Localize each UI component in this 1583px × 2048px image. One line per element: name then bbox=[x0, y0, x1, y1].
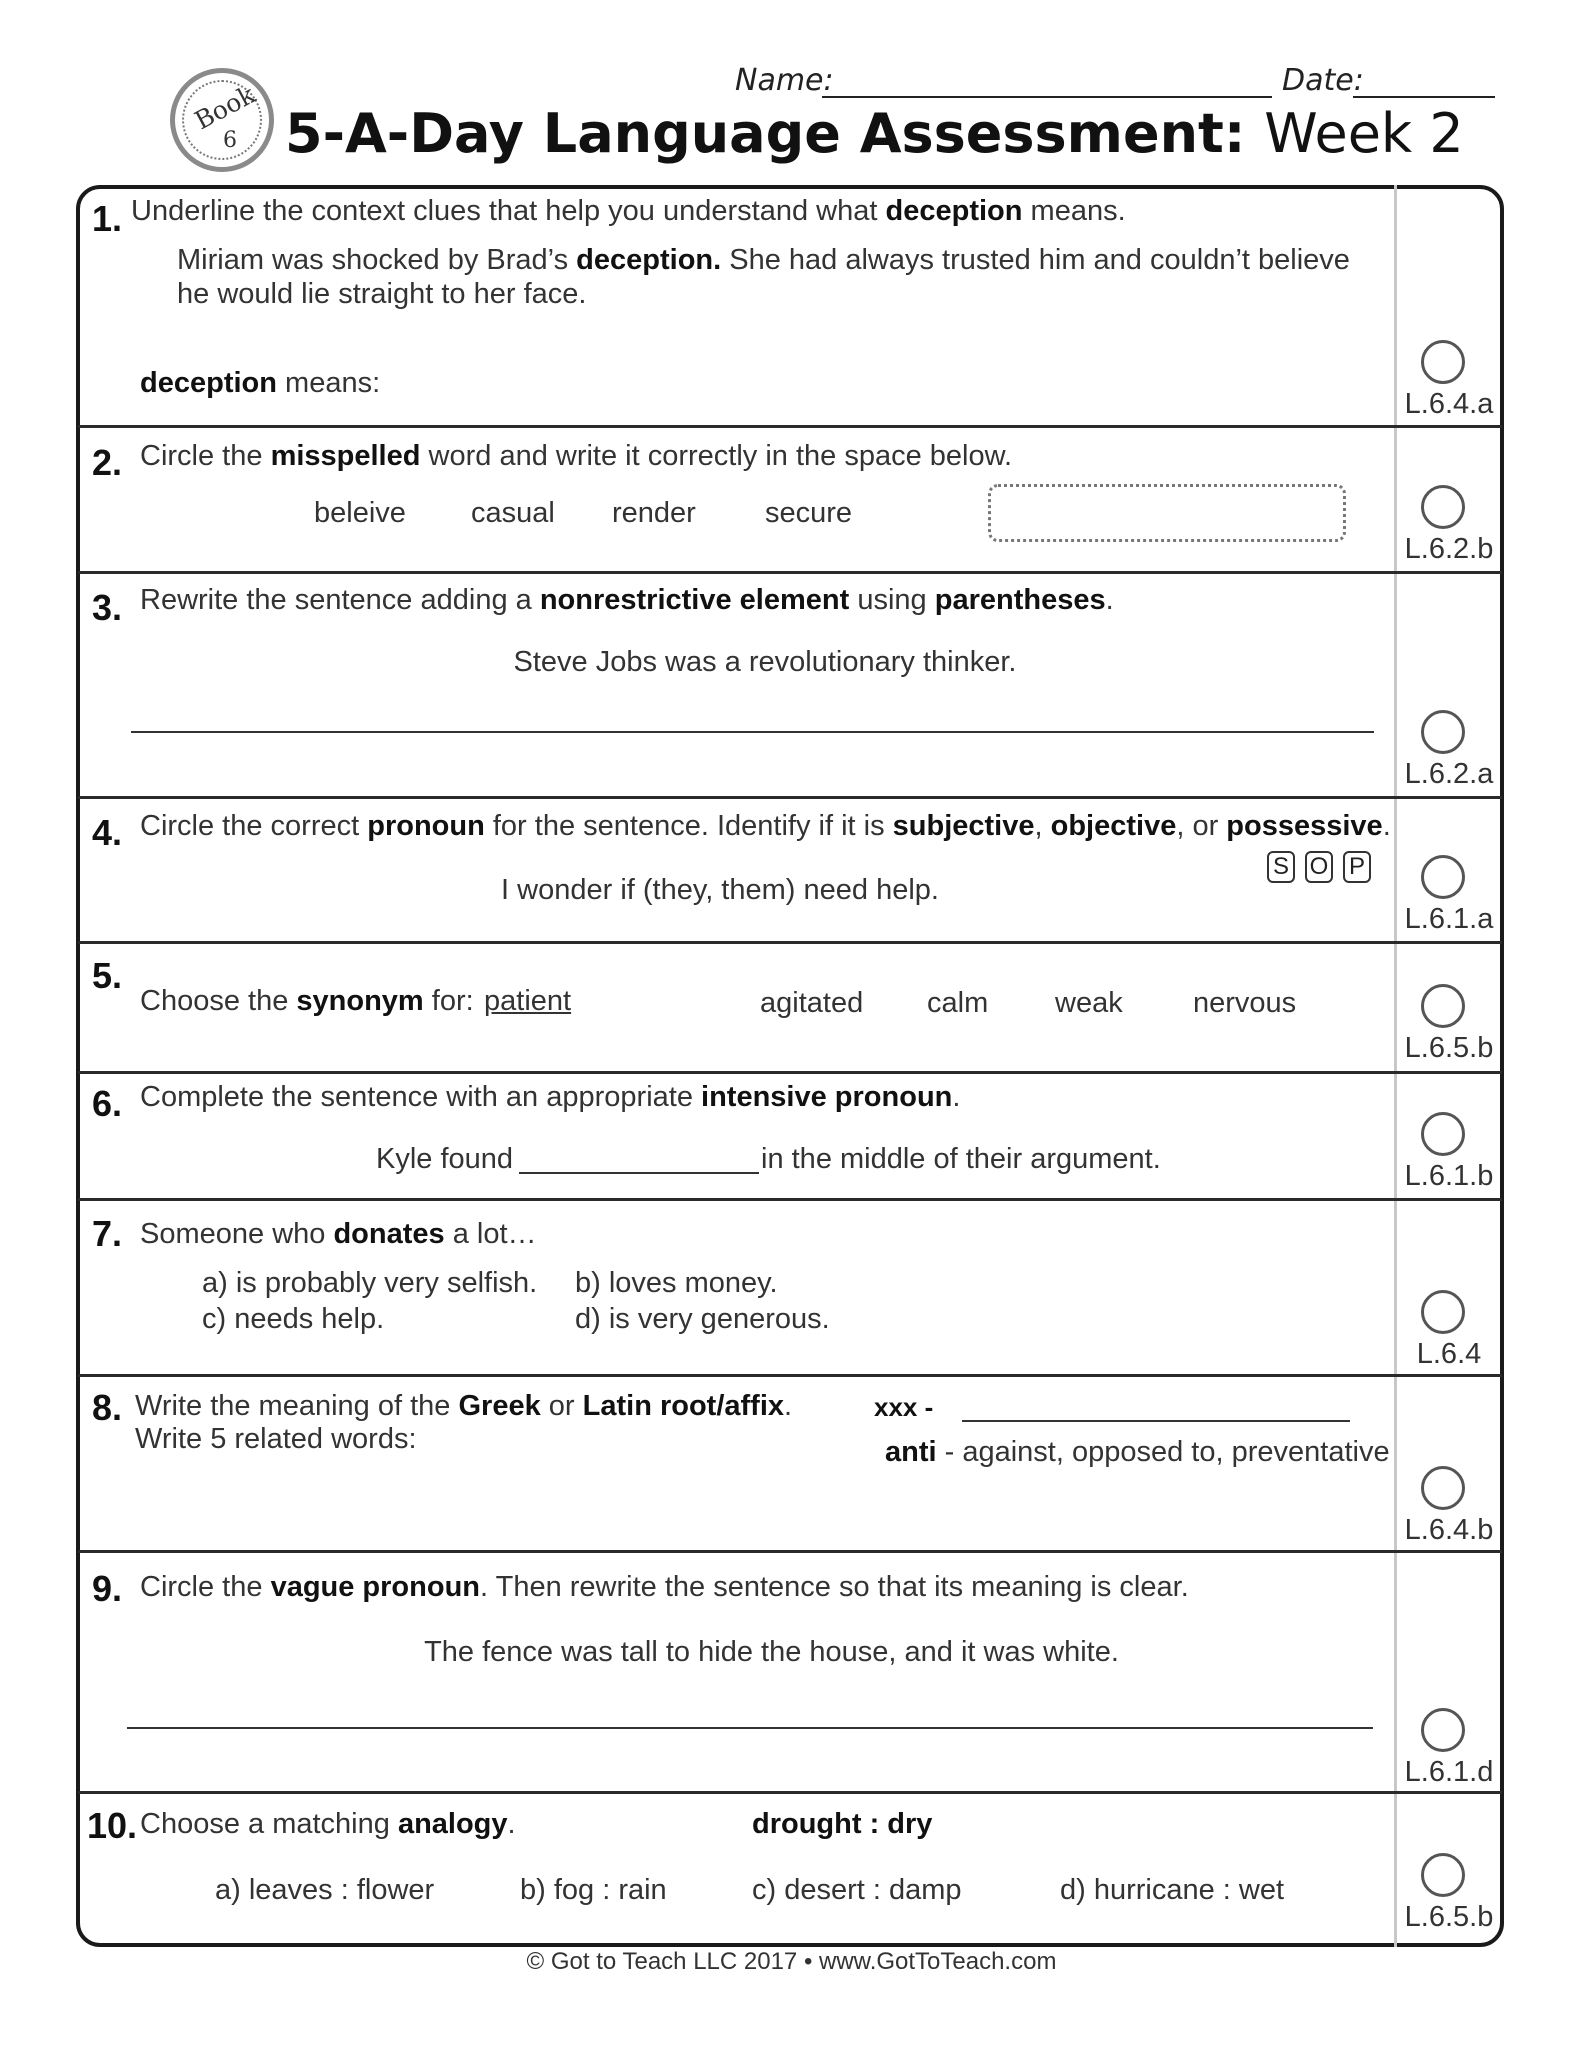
question-number: 6. bbox=[92, 1083, 123, 1124]
q10-analogy-pair: drought : dry bbox=[752, 1808, 933, 1840]
q4-subjective-box[interactable]: S bbox=[1267, 851, 1295, 883]
q1-answer-text: means: bbox=[285, 367, 381, 399]
q6-prompt-keyword: intensive pronoun bbox=[701, 1081, 953, 1113]
question-number: 9. bbox=[92, 1568, 123, 1609]
q10-prompt bbox=[140, 1808, 516, 1841]
question-number: 8. bbox=[92, 1387, 123, 1428]
q4-prompt-keyword: possessive bbox=[1226, 810, 1383, 842]
question-number: 10. bbox=[87, 1805, 138, 1846]
q1-answer-label bbox=[140, 367, 380, 400]
q4-sentence: I wonder if (they, them) need help. bbox=[501, 874, 939, 906]
q8-prompt-keyword: Greek bbox=[458, 1390, 541, 1422]
q6-standard: L.6.1.b bbox=[1404, 1160, 1494, 1192]
q3-score-circle[interactable] bbox=[1421, 710, 1465, 754]
name-field[interactable] bbox=[822, 96, 1272, 98]
q9-standard: L.6.1.d bbox=[1404, 1756, 1494, 1788]
q5-target-word: patient bbox=[484, 985, 572, 1017]
q2-prompt bbox=[140, 440, 1012, 473]
q7-prompt-text-end: a lot… bbox=[452, 1218, 537, 1250]
q8-prompt-keyword: Latin root/affix bbox=[582, 1390, 785, 1422]
q3-answer-line[interactable] bbox=[131, 731, 1374, 733]
q8-root-label-text: xxx - bbox=[874, 1392, 934, 1422]
q4-score-circle[interactable] bbox=[1421, 855, 1465, 899]
q1-passage-line2: he would lie straight to her face. bbox=[177, 278, 587, 310]
q8-answer bbox=[885, 1436, 1390, 1469]
q10-option[interactable]: a) leaves : flower bbox=[215, 1874, 435, 1906]
q4-prompt-keyword: objective bbox=[1050, 810, 1177, 842]
q7-option[interactable]: b) loves money. bbox=[575, 1267, 778, 1299]
q8-answer-meaning: - against, opposed to, preventative bbox=[944, 1436, 1390, 1468]
q2-answer-box[interactable] bbox=[988, 484, 1346, 542]
q9-prompt-keyword: vague pronoun bbox=[270, 1571, 481, 1603]
question-number: 1. bbox=[92, 198, 123, 239]
q2-choice[interactable]: casual bbox=[471, 497, 555, 529]
q2-prompt-text: Circle the bbox=[140, 440, 263, 472]
date-field[interactable] bbox=[1353, 96, 1495, 98]
q2-prompt-keyword: misspelled bbox=[270, 440, 421, 472]
q8-meaning-line[interactable] bbox=[962, 1420, 1350, 1422]
q4-prompt-period: . bbox=[1382, 810, 1391, 842]
q5-standard: L.6.5.b bbox=[1404, 1032, 1494, 1064]
q6-answer-blank[interactable] bbox=[519, 1172, 759, 1174]
book-badge bbox=[170, 68, 274, 172]
q9-answer-line[interactable] bbox=[127, 1727, 1373, 1729]
q7-option[interactable]: a) is probably very selfish. bbox=[202, 1267, 538, 1299]
q6-prompt-text: Complete the sentence with an appropriate bbox=[140, 1081, 693, 1113]
question-number: 2. bbox=[92, 442, 123, 483]
q5-prompt-keyword: synonym bbox=[296, 985, 424, 1017]
q7-prompt bbox=[140, 1218, 537, 1251]
row-divider bbox=[78, 1374, 1502, 1377]
row-divider bbox=[78, 571, 1502, 574]
q8-score-circle[interactable] bbox=[1421, 1466, 1465, 1510]
book-label: Book bbox=[189, 79, 260, 136]
q2-choice[interactable]: beleive bbox=[314, 497, 406, 529]
title-week: Week 2 bbox=[1264, 102, 1464, 165]
question-number: 3. bbox=[92, 587, 123, 628]
q5-prompt bbox=[140, 985, 474, 1018]
title-main: 5-A-Day Language Assessment: bbox=[285, 102, 1246, 165]
q1-prompt-text: Underline the context clues that help you understand what bbox=[131, 195, 878, 227]
q9-prompt-text-end: . Then rewrite the sentence so that its meaning is clear. bbox=[480, 1571, 1189, 1603]
q4-prompt-keyword: subjective bbox=[892, 810, 1035, 842]
q4-prompt-comma: , bbox=[1034, 810, 1043, 842]
q10-score-circle[interactable] bbox=[1421, 1853, 1465, 1897]
q8-prompt-text-or: or bbox=[548, 1390, 575, 1422]
q6-score-circle[interactable] bbox=[1421, 1112, 1465, 1156]
row-divider bbox=[78, 796, 1502, 799]
q10-option[interactable]: b) fog : rain bbox=[520, 1874, 667, 1906]
q7-option[interactable]: c) needs help. bbox=[202, 1303, 385, 1335]
q4-prompt-keyword: pronoun bbox=[367, 810, 485, 842]
q3-prompt-text-mid: using bbox=[857, 584, 927, 616]
q4-standard: L.6.1.a bbox=[1404, 903, 1494, 935]
q3-prompt-text: Rewrite the sentence adding a bbox=[140, 584, 532, 616]
row-divider bbox=[78, 1791, 1502, 1794]
row-divider bbox=[78, 425, 1502, 428]
q5-choice[interactable]: agitated bbox=[760, 987, 864, 1019]
q10-prompt-keyword: analogy bbox=[397, 1808, 508, 1840]
q2-prompt-text-end: word and write it correctly in the space below. bbox=[428, 440, 1013, 472]
q5-choice[interactable]: weak bbox=[1055, 987, 1123, 1019]
q1-passage-text-end: She had always trusted him and couldn’t believe bbox=[729, 244, 1350, 276]
q1-passage-keyword: deception. bbox=[576, 244, 722, 276]
book-number: 6 bbox=[223, 128, 237, 153]
q4-possessive-box[interactable]: P bbox=[1343, 851, 1371, 883]
footer-copyright: © Got to Teach LLC 2017 • www.GotToTeach.com bbox=[526, 1948, 1057, 1975]
q1-prompt-keyword: deception bbox=[885, 195, 1023, 227]
q1-score-circle[interactable] bbox=[1421, 340, 1465, 384]
q1-standard: L.6.4.a bbox=[1404, 388, 1494, 420]
q4-prompt bbox=[140, 810, 1391, 843]
q2-choice[interactable]: render bbox=[612, 497, 696, 529]
q5-choice[interactable]: calm bbox=[927, 987, 989, 1019]
q4-prompt-text-or: , or bbox=[1176, 810, 1219, 842]
q6-sentence-start: Kyle found bbox=[376, 1143, 514, 1175]
q9-sentence: The fence was tall to hide the house, and it was white. bbox=[424, 1636, 1119, 1668]
row-divider bbox=[78, 1071, 1502, 1074]
q8-prompt bbox=[135, 1390, 792, 1423]
q10-prompt-period: . bbox=[507, 1808, 516, 1840]
row-divider bbox=[78, 1198, 1502, 1201]
q9-prompt bbox=[140, 1571, 1189, 1604]
q10-option[interactable]: c) desert : damp bbox=[752, 1874, 962, 1906]
q8-standard: L.6.4.b bbox=[1404, 1514, 1494, 1546]
date-label: Date: bbox=[1282, 63, 1364, 98]
q6-prompt-period: . bbox=[952, 1081, 961, 1113]
q2-choice[interactable]: secure bbox=[765, 497, 853, 529]
q2-standard: L.6.2.b bbox=[1404, 533, 1494, 565]
q1-prompt bbox=[131, 195, 1126, 228]
q2-score-circle[interactable] bbox=[1421, 485, 1465, 529]
q3-prompt-keyword: parentheses bbox=[934, 584, 1106, 616]
q3-prompt bbox=[140, 584, 1114, 617]
q8-answer-root: anti bbox=[885, 1436, 937, 1468]
q7-standard: L.6.4 bbox=[1416, 1338, 1482, 1370]
q1-prompt-text-end: means. bbox=[1030, 195, 1126, 227]
q10-standard: L.6.5.b bbox=[1404, 1901, 1494, 1933]
q1-passage-text: Miriam was shocked by Brad’s bbox=[177, 244, 569, 276]
q8-prompt-period: . bbox=[784, 1390, 793, 1422]
q8-prompt-line2: Write 5 related words: bbox=[135, 1423, 417, 1455]
q5-prompt-text-for: for: bbox=[431, 985, 474, 1017]
q3-prompt-period: . bbox=[1105, 584, 1114, 616]
q8-prompt-text: Write the meaning of the bbox=[135, 1390, 451, 1422]
question-number: 7. bbox=[92, 1213, 123, 1254]
q9-prompt-text: Circle the bbox=[140, 1571, 263, 1603]
q5-score-circle[interactable] bbox=[1421, 984, 1465, 1028]
q7-prompt-text: Someone who bbox=[140, 1218, 326, 1250]
q7-option[interactable]: d) is very generous. bbox=[575, 1303, 830, 1335]
q7-score-circle[interactable] bbox=[1421, 1290, 1465, 1334]
q5-choice[interactable]: nervous bbox=[1193, 987, 1297, 1019]
q4-prompt-text-mid: for the sentence. Identify if it is bbox=[492, 810, 885, 842]
name-label: Name: bbox=[735, 63, 834, 98]
question-number: 5. bbox=[92, 955, 123, 996]
q3-prompt-keyword: nonrestrictive element bbox=[539, 584, 850, 616]
page-title bbox=[285, 102, 1464, 165]
question-number: 4. bbox=[92, 812, 123, 853]
score-column-divider bbox=[1394, 185, 1397, 1947]
row-divider bbox=[78, 1550, 1502, 1553]
q10-option[interactable]: d) hurricane : wet bbox=[1060, 1874, 1285, 1906]
q1-passage-line1 bbox=[177, 244, 1350, 277]
q7-prompt-keyword: donates bbox=[333, 1218, 445, 1250]
q3-sentence: Steve Jobs was a revolutionary thinker. bbox=[513, 646, 1017, 678]
q4-objective-box[interactable]: O bbox=[1305, 851, 1333, 883]
q10-prompt-text: Choose a matching bbox=[140, 1808, 390, 1840]
q8-root-label bbox=[874, 1392, 933, 1423]
q6-sentence-end: in the middle of their argument. bbox=[761, 1143, 1161, 1175]
q4-prompt-text: Circle the correct bbox=[140, 810, 360, 842]
q9-score-circle[interactable] bbox=[1421, 1708, 1465, 1752]
q3-standard: L.6.2.a bbox=[1404, 758, 1494, 790]
q5-prompt-text: Choose the bbox=[140, 985, 289, 1017]
q1-answer-keyword: deception bbox=[140, 367, 277, 399]
row-divider bbox=[78, 941, 1502, 944]
q6-prompt bbox=[140, 1081, 960, 1114]
